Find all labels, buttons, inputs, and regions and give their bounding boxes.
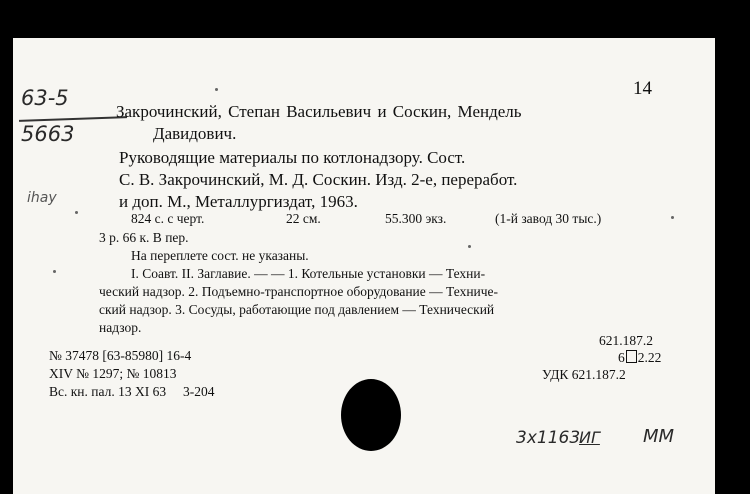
handwritten-signature: ММ — [643, 426, 675, 447]
handwritten-initials: ИГ — [579, 428, 600, 447]
author-line: Закрочинский, Степан Васильевич и Соскин, Мендель — [116, 102, 522, 121]
collation-size: 22 см. — [286, 211, 321, 226]
ink-blot — [341, 379, 401, 451]
collation-print: (1-й завод 30 тыс.) — [495, 211, 602, 226]
box-glyph-icon — [626, 350, 637, 363]
handwritten-call-number-top: 63-5 — [21, 86, 69, 110]
subjects-line-3: ский надзор. 3. Сосуды, работающие под давлением — Технический — [99, 302, 495, 317]
catalog-card — [13, 38, 715, 494]
record-line-1: № 37478 [63-85980] 16-4 — [49, 348, 192, 363]
dust-speck — [53, 270, 56, 273]
classification-code-2 — [618, 350, 661, 366]
subjects-line-1: I. Соавт. II. Заглавие. — — 1. Котельные установки — Техни- — [131, 266, 486, 281]
dust-speck — [75, 211, 78, 214]
classification-code-1: 621.187.2 — [599, 333, 653, 348]
title-line-3: и доп. М., Металлургиздат, 1963. — [119, 192, 358, 211]
collation-copies: 55.300 экз. — [385, 211, 447, 226]
record-line-2: XIV № 1297; № 10813 — [49, 366, 177, 381]
classification-code-2-prefix: 6 — [618, 350, 625, 365]
handwritten-margin-note: ihay — [27, 190, 57, 206]
classification-code-2-suffix: 2.22 — [637, 350, 662, 365]
subjects-line-2: ческий надзор. 2. Подъемно-транспортное оборудование — Техниче- — [99, 284, 499, 299]
udk-code: УДК 621.187.2 — [542, 367, 626, 382]
collation-price: 3 р. 66 к. В пер. — [99, 230, 189, 245]
dust-speck — [671, 216, 674, 219]
author-line-2: Давидович. — [153, 124, 237, 143]
collation-pages: 824 с. с черт. — [131, 211, 205, 226]
binding-note: На переплете сост. не указаны. — [131, 248, 309, 263]
subjects-line-4: надзор. — [99, 320, 142, 335]
record-line-3: Вс. кн. пал. 13 XI 63 3-204 — [49, 384, 215, 399]
dust-speck — [215, 88, 218, 91]
dust-speck — [468, 245, 471, 248]
handwritten-date: 3x1163 — [516, 428, 581, 448]
page-number: 14 — [633, 78, 652, 99]
handwritten-call-number-bottom: 5663 — [21, 122, 75, 146]
title-line-2: С. В. Закрочинский, М. Д. Соскин. Изд. 2-е, переработ. — [119, 170, 518, 189]
title-line-1: Руководящие материалы по котлонадзору. Сост. — [119, 148, 466, 167]
